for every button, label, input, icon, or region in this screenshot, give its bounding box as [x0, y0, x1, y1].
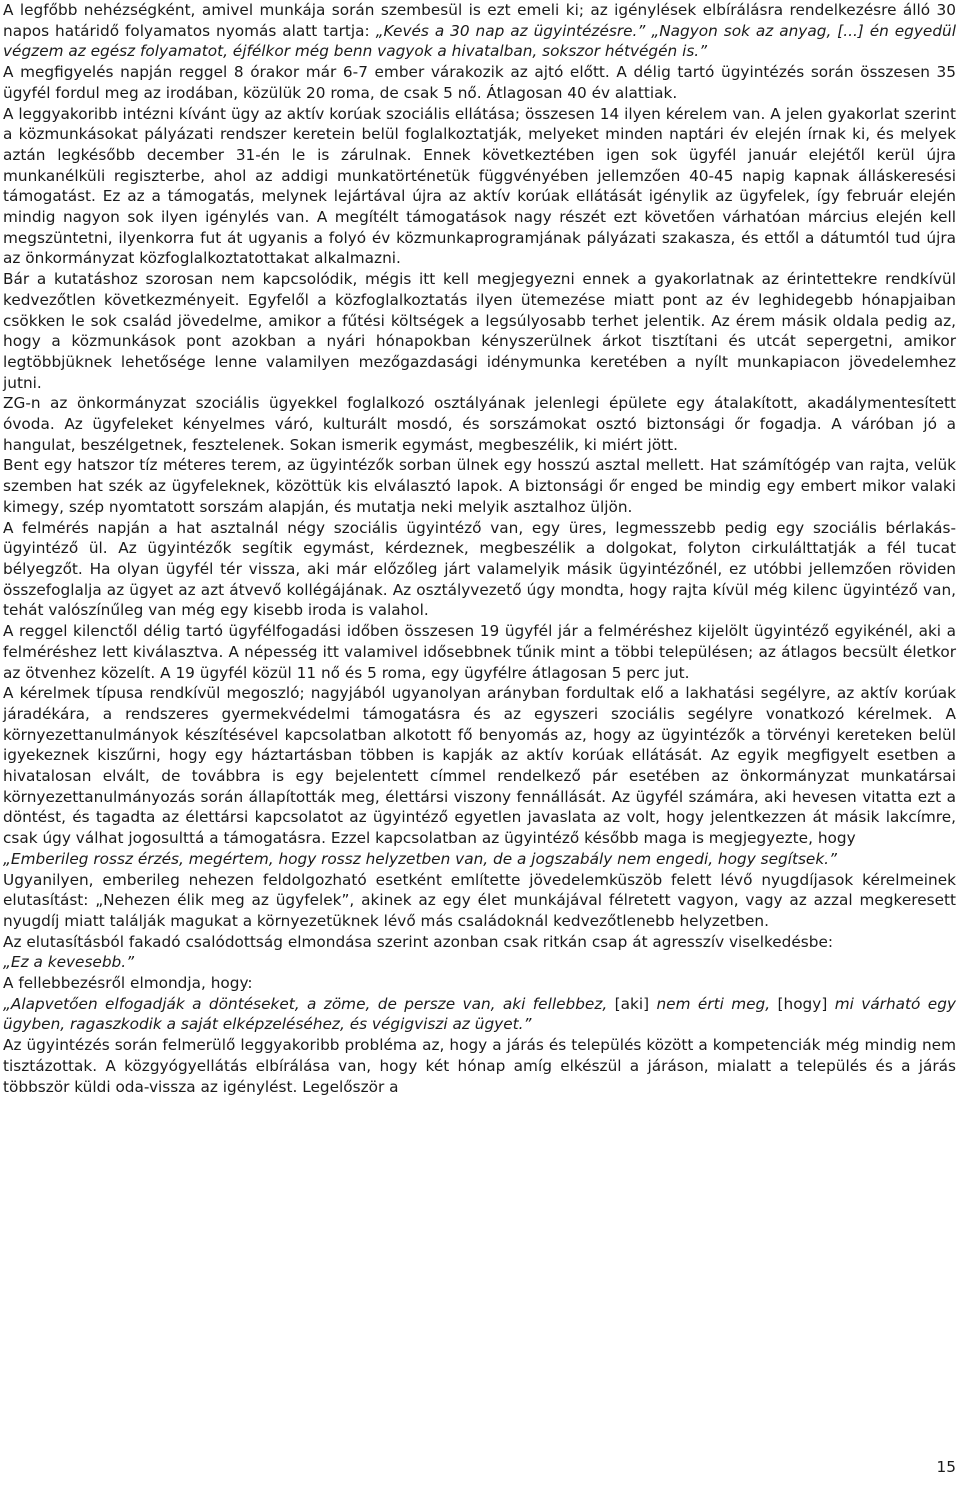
quote-text: „Emberileg rossz érzés, megértem, hogy rossz helyzetben van, de a jogszabály nem engedi, hogy segítsek.” — [3, 849, 837, 868]
paragraph — [3, 994, 956, 1035]
quote-text: „Alapvetően elfogadják a döntéseket, a zöme, de persze van, aki fellebbez, — [3, 994, 615, 1013]
quote-text: mi várható egy ügyben, ragaszkodik a saját elképzeléséhez, és végigviszi az ügyet.” — [3, 994, 956, 1034]
page-number: 15 — [936, 1458, 956, 1476]
paragraph — [3, 1035, 956, 1097]
body-text: ZG-n az önkormányzat szociális ügyekkel foglalkozó osztályának jelenlegi épülete egy átalakított, akadálymentesített óvoda. Az ügyfeleket kényelmes váró, kulturált mosdó, és sorszámokat osztó biztonsági őr fogadja. A váróban jó a hangulat, beszélgetnek, fesztelenek. Sokan ismerik egymást, megbeszélik, ki miért jött. — [3, 394, 956, 454]
body-text: A fellebbezésről elmondja, hogy: — [3, 974, 253, 993]
body-text: A reggel kilenctől délig tartó ügyfélfogadási időben összesen 19 ügyfél jár a felméréshez kijelölt ügyintéző egyikénél, aki a felméréshez lett kiválasztva. A népesség itt valamivel idősebbnek tűnik mint a többi településen; az átlagos becsült életkor az ötvenhez közelít. A 19 ügyfél közül 11 nő és 5 roma, egy ügyfélre átlagosan 5 perc jut. — [3, 622, 956, 682]
paragraph — [3, 932, 956, 953]
paragraph — [3, 104, 956, 270]
body-text: A leggyakoribb intézni kívánt ügy az aktív korúak szociális ellátása; összesen 14 ilyen kérelem van. A jelen gyakorlat szerint a közmunkásokat pályázati rendszer keretein belül foglalkoztatják, melyeket minden naptári év elején írnak ki, és melyek aztán legkésőbb december 31-én le is zárulnak. Ennek következtében igen sok ügyfél január elejétől kerül újra munkanélküli regiszterbe, ahol az addigi munkatörténetük függvényében jellemzően 40-45 napig kapnak álláskeresési támogatást. Ez az a támogatás, melynek lejártával újra az aktív korúak ellátását igénylik az ügyfelek, így február elején mindig nagyon sok ilyen igénylés van. A megítélt támogatások nagy részét ezt követően várhatóan március elején kell megszüntetni, ilyenkorra fut át ugyanis a folyó év közmunkaprogramjának pályázati szakasza, és ettől a dátumtól tud újra az önkormányzat közfoglalkoztatottakat alkalmazni. — [3, 104, 956, 268]
body-text: Ugyanilyen, emberileg nehezen feldolgozható esetként említette jövedelemküszöb felett lévő nyugdíjasok kérelmeinek elutasítást: „Nehezen élik meg az ügyfelek”, akinek az egy élet munkájával félretett vagyon, vagy az azzal megkeresett nyugdíj miatt találják magukat a környezetüknek lévő más családoknál kedvezőtlenebb helyzetben. — [3, 870, 956, 930]
body-text: A legfőbb nehézségként, amivel munkája során szembesül is ezt emeli ki; az igénylések elbírálásra rendelkezésre álló 30 napos határidő folyamatos nyomás alatt tartja: — [3, 1, 956, 40]
paragraph — [3, 0, 956, 62]
body-text: Bent egy hatszor tíz méteres terem, az ügyintézők sorban ülnek egy hosszú asztal mellett. Hat számítógép van rajta, velük szemben hat szék az ügyfeleknek, közöttük kis elválasztó lapok. A biztonsági őr enged be mindig egy embert mikor valaki kimegy, szép nyomtatott sorszám alapján, és mutatja neki melyik asztalhoz üljön. — [3, 456, 956, 516]
paragraph — [3, 455, 956, 517]
body-text: A kérelmek típusa rendkívül megoszló; nagyjából ugyanolyan arányban fordultak elő a lakhatási segélyre, az aktív korúak járadékára, a rendszeres gyermekvédelmi támogatásra és az egyszeri szociális segélyre vonatkozó kérelmek. A környezettanulmányok készítésével kapcsolatban alkotott fő benyomás az, hogy az ügyintézők a törvényi kereteken belül igyekeznek kiszűrni, hogy egy háztartásban többen is kapják az aktív korúak ellátását. Az egyik megfigyelt esetben a hivatalosan elvált, de továbbra is egy bejelentett címmel rendelkező pár esetében az önkormányzat munkatársai környezettanulmányozás során állapították meg, élettársi viszony fennállását. Az ügyfél számára, aki hevesen vitatta ezt a döntést, és tagadta az élettársi kapcsolatot az ügyintéző egyetlen javaslata az volt, hogy jelentkezzen át másik lakcímre, csak úgy válhat jogosulttá a támogatásra. Ezzel kapcsolatban az ügyintéző később maga is megjegyezte, hogy — [3, 684, 956, 848]
paragraph — [3, 621, 956, 683]
paragraph — [3, 870, 956, 932]
quote-text: „Ez a kevesebb.” — [3, 953, 135, 972]
document-body — [3, 0, 956, 1097]
paragraph — [3, 973, 956, 994]
body-text: A megfigyelés napján reggel 8 órakor már 6-7 ember várakozik az ajtó előtt. A délig tartó ügyintézés során összesen 35 ügyfél fordul meg az irodában, közülük 20 roma, de csak 5 nő. Átlagosan 40 év alattiak. — [3, 63, 956, 102]
paragraph — [3, 683, 956, 849]
paragraph — [3, 393, 956, 455]
paragraph — [3, 269, 956, 393]
paragraph — [3, 952, 956, 973]
body-text: A felmérés napján a hat asztalnál négy szociális ügyintéző van, egy üres, legmesszebb pedig egy szociális bérlakás-ügyintéző ül. Az ügyintézők segítik egymást, kérdeznek, megbeszélik a dolgokat, folyton cirkulálttatják a fél tucat bélyegzőt. Ha olyan ügyfél tér vissza, aki már előzőleg járt valamelyik másik ügyintézőnél, ez utóbbi jellemzően röviden összefoglalja az ügyet az azt átvevő kollégájának. Az osztályvezető úgy mondta, hogy rajta kívül még kilenc ügyintéző van, tehát valószínűleg van még egy kisebb iroda is valahol. — [3, 518, 956, 620]
quote-text: „Kevés a 30 nap az ügyintézésre.” „Nagyon sok az anyag, [...] én egyedül végzem az egész folyamatot, éjfélkor még benn vagyok a hivatalban, sokszor hétvégén is.” — [3, 21, 957, 61]
quote-text: nem érti meg, — [656, 994, 778, 1013]
paragraph — [3, 849, 956, 870]
body-text: [aki] — [614, 994, 657, 1013]
paragraph — [3, 518, 956, 622]
body-text: Az ügyintézés során felmerülő leggyakoribb probléma az, hogy a járás és település között a kompetenciák még mindig nem tisztázottak. A közgyógyellátás elbírálása van, hogy két hónap amíg elkészül a járáson, mialatt a település és a járás többször küldi oda-vissza az igénylést. Legelőször a — [3, 1036, 956, 1096]
body-text: Bár a kutatáshoz szorosan nem kapcsolódik, mégis itt kell megjegyezni ennek a gyakorlatnak az érintettekre rendkívül kedvezőtlen következményeit. Egyfelől a közfoglalkoztatás ilyen ütemezése miatt pont az év leghidegebb hónapjaiban csökken le sok család jövedelme, amikor a fűtési költségek a legsúlyosabb terhet jelentik. Az érem másik oldala pedig az, hogy a közmunkások pont azokban a nyári hónapokban kényszerülnek árkot tisztítani és utcát sepergetni, amikor legtöbbjüknek lehetősége lenne valamilyen mezőgazdasági idénymunka keretében a nyílt munkapiacon jövedelemhez jutni. — [3, 270, 956, 392]
paragraph — [3, 62, 956, 103]
body-text: [hogy] — [777, 994, 835, 1013]
body-text: Az elutasításból fakadó csalódottság elmondása szerint azonban csak ritkán csap át agresszív viselkedésbe: — [3, 932, 834, 951]
